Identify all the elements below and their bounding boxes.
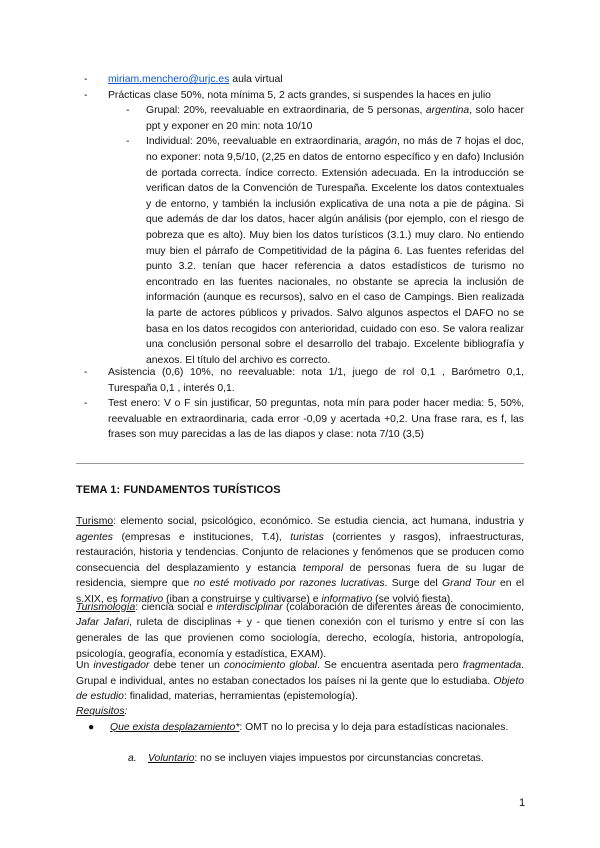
subbullet-individual bbox=[126, 134, 524, 368]
bullet-dash: - bbox=[84, 398, 88, 410]
practicas-text: Prácticas clase 50%, nota mínima 5, 2 acts grandes, si suspendes la haces en julio bbox=[108, 89, 491, 101]
subitem-text: Voluntario: no se incluyen viajes impuestos por circunstancias concretas. bbox=[148, 752, 484, 764]
email-suffix: aula virtual bbox=[229, 74, 283, 85]
section-heading: TEMA 1: FUNDAMENTOS TURÍSTICOS bbox=[76, 484, 281, 496]
asistencia-text: Asistencia (0,6) 10%, no reevaluable: nota 1/1, juego de rol 0,1 , Barómetro 0,1, Turespaña 0,1 , interés 0,1. bbox=[108, 367, 524, 394]
bullet-practicas bbox=[84, 88, 524, 104]
requisito-item-desplazamiento bbox=[88, 720, 524, 736]
bullet-dot: ● bbox=[88, 721, 95, 733]
bullet-dash: - bbox=[84, 74, 88, 85]
bullet-dash: - bbox=[126, 136, 130, 148]
bullet-test bbox=[84, 396, 524, 443]
paragraph-turismo: Turismo: elemento social, psicológico, económico. Se estudia ciencia, act humana, industria y agentes (empresas e instituciones, T.4), turistas (corrientes y rasgos), infraestructuras, restauración, historia y tendencias. Conjunto de relaciones y fenómenos que se producen como consecuencia del desplazamiento y estancia temporal de personas fuera de su lugar de residencia, siempre que no esté motivado por razones lucrativas. Surge del Grand Tour en el s.XIX, es formativo (iban a construirse y cultivarse) e informativo (se volvió fiesta). bbox=[76, 516, 525, 605]
requisito-text: Que exista desplazamiento*: OMT no lo precisa y lo deja para estadísticas nacionales. bbox=[110, 721, 509, 733]
term-turismologia: Turismología bbox=[76, 601, 136, 613]
requisitos-label: Requisitos: bbox=[76, 706, 128, 717]
grupal-text: Grupal: 20%, reevaluable en extraordinaria, de 5 personas, argentina, solo hacer ppt y exponer en 20 min: nota 10/10 bbox=[146, 105, 524, 132]
bullet-dash: - bbox=[126, 105, 130, 117]
bullet-asistencia bbox=[84, 365, 524, 396]
email-link[interactable]: miriam.menchero@urjc.es bbox=[108, 74, 230, 85]
horizontal-divider bbox=[76, 463, 524, 464]
test-text: Test enero: V o F sin justificar, 50 preguntas, nota mín para poder hacer media: 5, 50%, reevaluable en extraordinaria, cada error -0,09 y acertada +0,2. Una frase rara, es f, las frases son muy parecidas a las de las diapos y clase: nota 7/10 (3,5) bbox=[108, 398, 524, 441]
individual-text: Individual: 20%, reevaluable en extraordinaria, aragón, no más de 7 hojas el doc, no exponer: nota 9,5/10, (2,25 en datos de entorno específico y en dafo) Inclusión de portada correcta. índice correcto. Extensión adecuada. En la introducción se verifican datos de la Convención de Turespaña. Excelente los datos contextuales y de entorno, y también la inclusión explicativa de una nota a pie de página. Si que además de dar los datos, hacer algún análisis (por ejemplo, con el riesgo de pobreza que es alto). Muy bien los datos turísticos (3.1.) muy claro. No entiendo muy bien el párrafo de Competitividad de la página 6. Las fuentes referidas del punto 3.2. tenían que hacer referencia a datos estadísticos de turismo no encontrado en las fuentes nacionales, no obstante se aprecia la inclusión de información (aunque es recursos), salvo en el caso de Campings. Bien realizada la parte de actores públicos y privados. Salvo algunos aspectos el DAFO no se basa en los datos recogidos con anterioridad, cuidado con eso. Se valora realizar una conclusión personal sobre el desarrollo del trabajo. Excelente bibliografía y anexos. El título del archivo es correcto. bbox=[146, 136, 524, 366]
requisito-subitem-voluntario bbox=[128, 751, 524, 767]
paragraph-investigador: Un investigador debe tener un conocimiento global. Se encuentra asentada pero fragmentada. Grupal e individual, antes no estaban conectados los países ni la gente que lo estudiaba. Objeto de estudio: finalidad, materias, herramientas (epistemología). bbox=[76, 660, 525, 703]
bullet-email bbox=[84, 72, 524, 88]
subitem-label: a. bbox=[128, 752, 137, 764]
bullet-dash: - bbox=[84, 367, 88, 378]
term-turismo: Turismo bbox=[76, 516, 114, 527]
subbullet-grupal bbox=[126, 103, 524, 134]
paragraph-turismologia: Turismología: ciencia social e interdisciplinar (colaboración de diferentes áreas de conocimiento, Jafar Jafari, ruleta de disciplinas + y - que tienen conexión con el turismo y entre sí con las generales de las que provienen como sociología, derecho, ecología, historia, antropología, psicología, geografía, economía y estadística, EXAM). bbox=[76, 601, 524, 660]
bullet-dash: - bbox=[84, 89, 88, 101]
page-number: 1 bbox=[519, 797, 526, 809]
